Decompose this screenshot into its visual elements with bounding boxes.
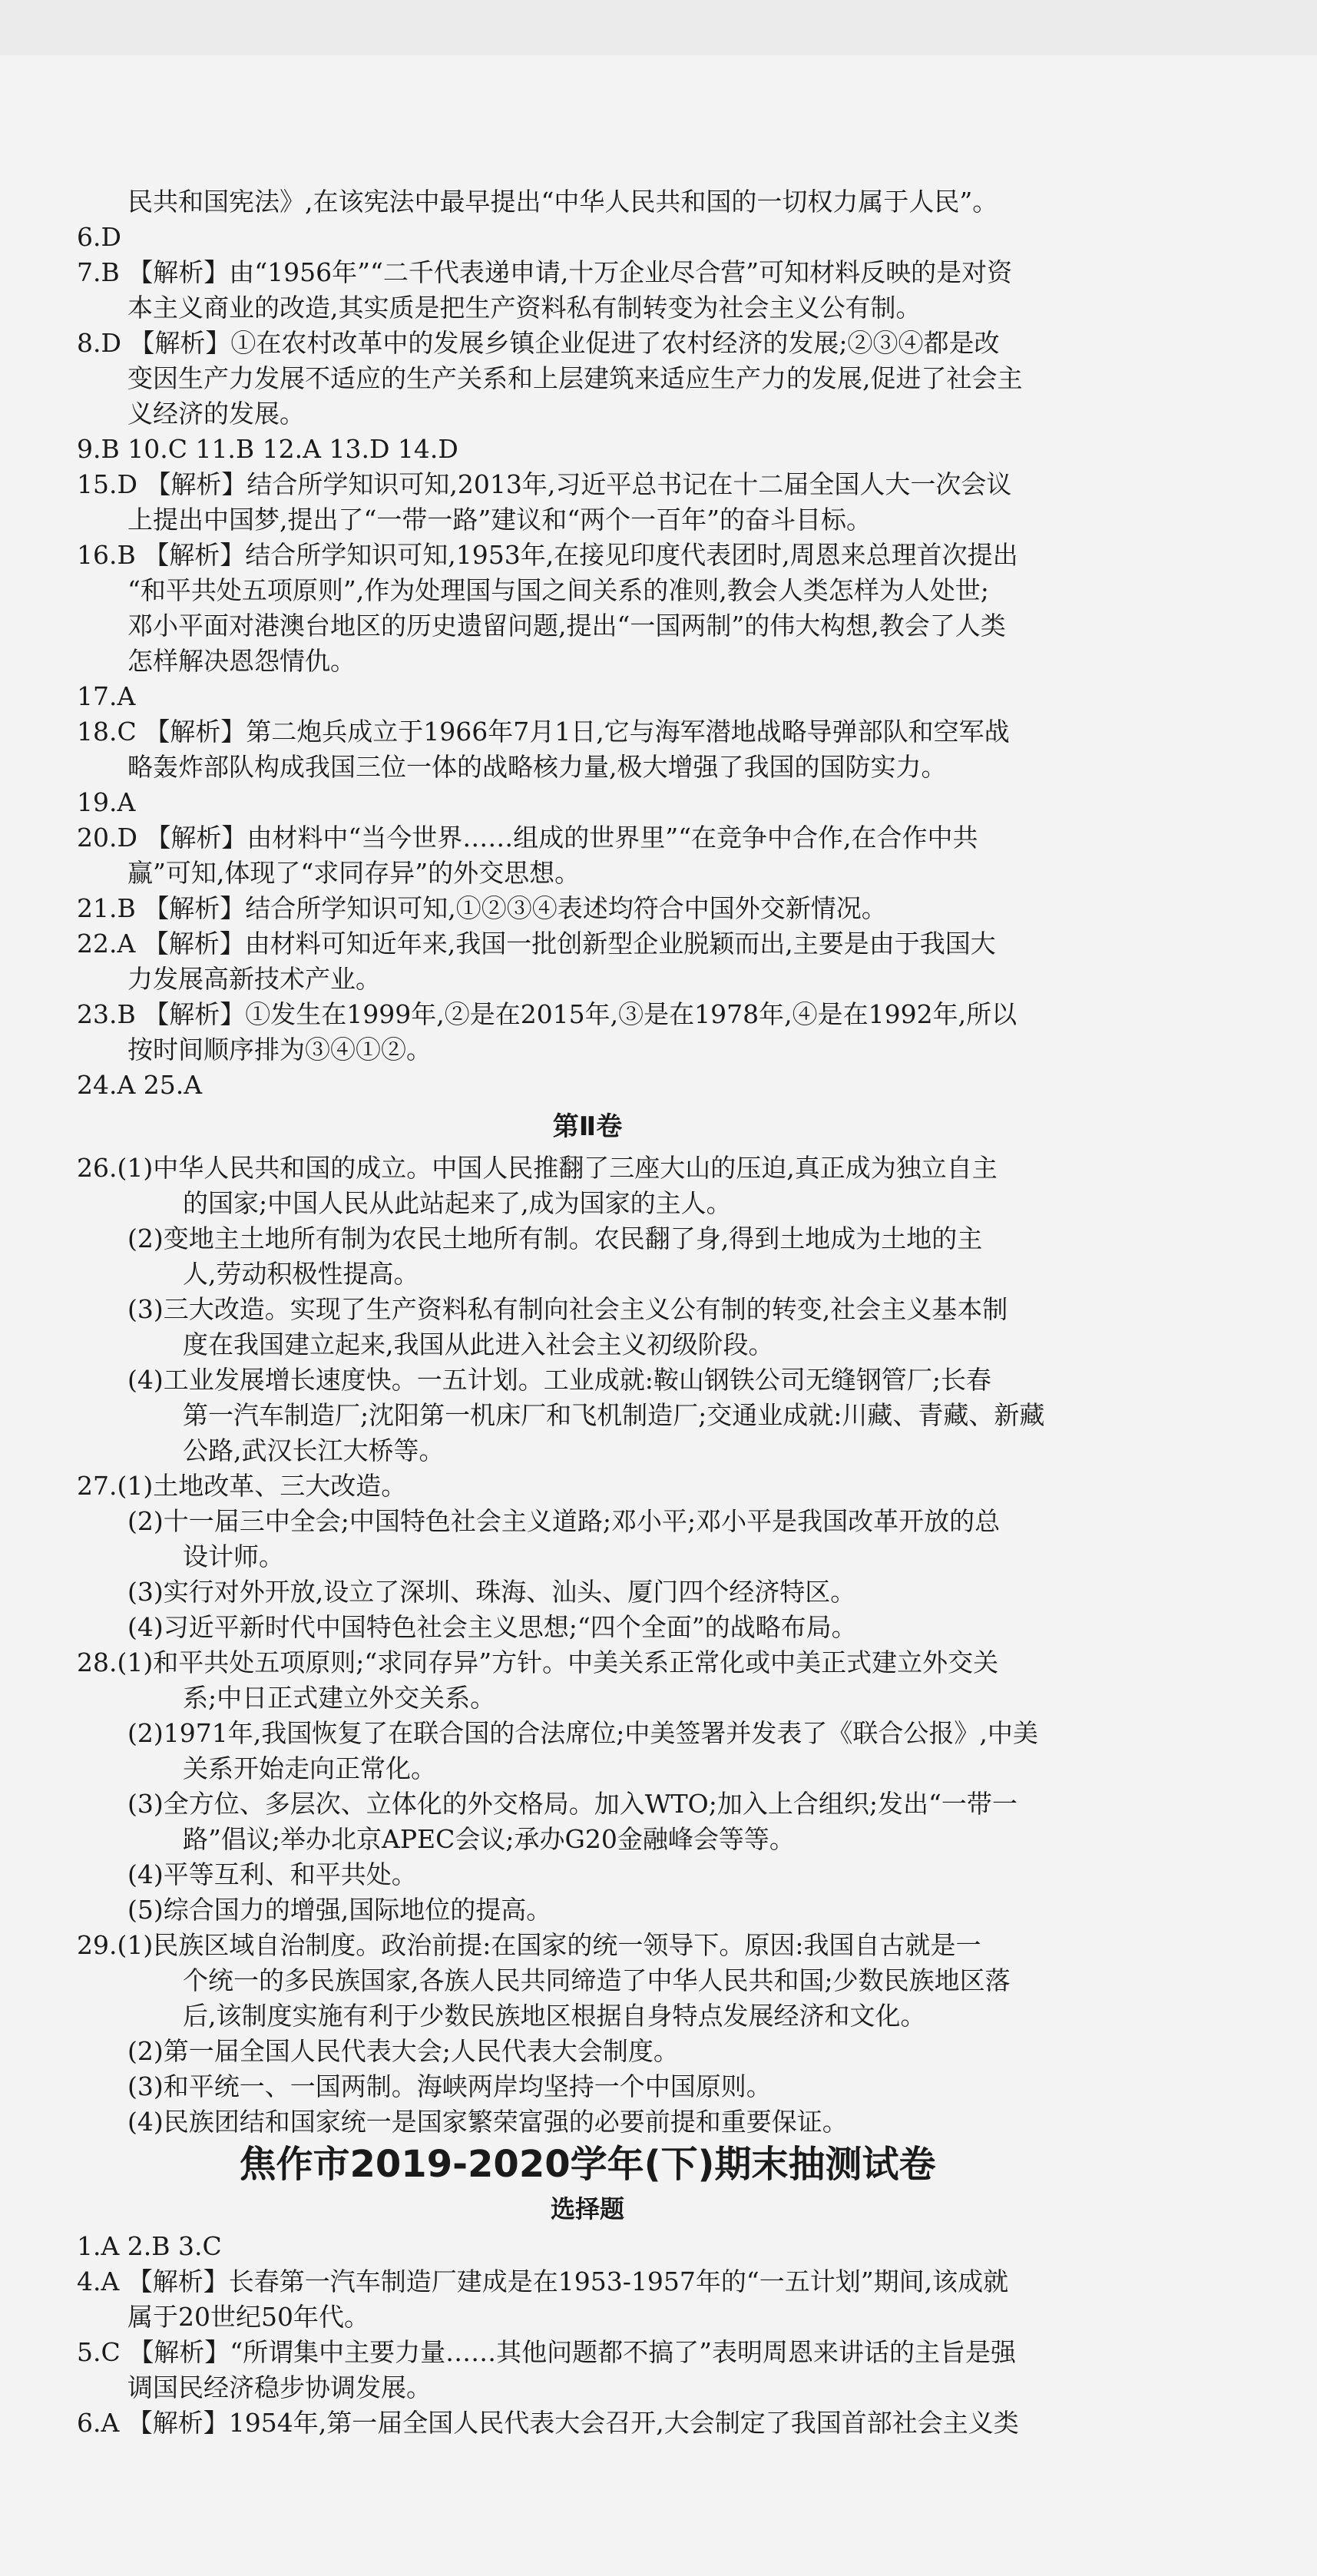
- text-line: 本主义商业的改造,其实质是把生产资料私有制转变为社会主义公有制。: [127, 293, 922, 323]
- text-line: 力发展高新技术产业。: [127, 964, 381, 994]
- text-line: 24.A 25.A: [77, 1070, 203, 1100]
- text-line: (3)三大改造。实现了生产资料私有制向社会主义公有制的转变,社会主义基本制: [127, 1294, 1008, 1324]
- text-line: 路”倡议;举办北京APEC会议;承办G20金融峰会等等。: [183, 1824, 795, 1854]
- text-line: (3)全方位、多层次、立体化的外交格局。加入WTO;加入上合组织;发出“一带一: [127, 1789, 1018, 1819]
- text-line: 调国民经济稳步协调发展。: [127, 2372, 432, 2402]
- text-line: 民共和国宪法》,在该宪法中最早提出“中华人民共和国的一切权力属于人民”。: [127, 187, 998, 217]
- top-scan-strip: [0, 0, 1317, 55]
- text-line: (4)民族团结和国家统一是国家繁荣富强的必要前提和重要保证。: [127, 2107, 848, 2137]
- text-line: (4)平等互利、和平共处。: [127, 1859, 417, 1889]
- text-line: 度在我国建立起来,我国从此进入社会主义初级阶段。: [183, 1329, 774, 1359]
- text-line: 怎样解决恩怨情仇。: [127, 646, 356, 676]
- text-line: 按时间顺序排为③④①②。: [127, 1035, 432, 1065]
- text-line: 邓小平面对港澳台地区的历史遗留问题,提出“一国两制”的伟大构想,教会了人类: [127, 611, 1006, 641]
- text-line: (2)第一届全国人民代表大会;人民代表大会制度。: [127, 2036, 679, 2066]
- text-line: 公路,武汉长江大桥等。: [183, 1435, 445, 1465]
- text-line: 15.D 【解析】结合所学知识可知,2013年,习近平总书记在十二届全国人大一次会议: [77, 469, 1012, 499]
- text-line: 第一汽车制造厂;沈阳第一机床厂和飞机制造厂;交通业成就:川藏、青藏、新藏: [183, 1400, 1045, 1430]
- text-line: 上提出中国梦,提出了“一带一路”建议和“两个一百年”的奋斗目标。: [127, 505, 872, 535]
- text-line: (3)实行对外开放,设立了深圳、珠海、汕头、厦门四个经济特区。: [127, 1577, 856, 1607]
- text-line: 后,该制度实施有利于少数民族地区根据自身特点发展经济和文化。: [183, 2001, 926, 2031]
- text-line: 18.C 【解析】第二炮兵成立于1966年7月1日,它与海军潜地战略导弹部队和空军战: [77, 717, 1010, 747]
- text-line: (2)变地主土地所有制为农民土地所有制。农民翻了身,得到土地成为土地的主: [127, 1223, 983, 1253]
- text-line: 20.D 【解析】由材料中“当今世界……组成的世界里”“在竞争中合作,在合作中共: [77, 823, 978, 853]
- exam-title: 焦作市2019-2020学年(下)期末抽测试卷: [239, 2143, 936, 2186]
- text-line: 21.B 【解析】结合所学知识可知,①②③④表述均符合中国外交新情况。: [77, 893, 887, 923]
- text-line: 属于20世纪50年代。: [127, 2302, 369, 2332]
- text-line: 的国家;中国人民从此站起来了,成为国家的主人。: [183, 1188, 732, 1218]
- text-line: 23.B 【解析】①发生在1999年,②是在2015年,③是在1978年,④是在1992年,所以: [77, 999, 1018, 1029]
- text-line: (4)习近平新时代中国特色社会主义思想;“四个全面”的战略布局。: [127, 1612, 857, 1642]
- text-line: “和平共处五项原则”,作为处理国与国之间关系的准则,教会人类怎样为人处世;: [127, 575, 989, 605]
- answer-text-body: [77, 184, 1098, 2441]
- section-subheading: 选择题: [550, 2194, 624, 2223]
- text-line: 系;中日正式建立外交关系。: [183, 1683, 496, 1713]
- text-line: 8.D 【解析】①在农村改革中的发展乡镇企业促进了农村经济的发展;②③④都是改: [77, 328, 1000, 358]
- text-line: 6.D: [77, 222, 121, 252]
- section-heading: 第Ⅱ卷: [552, 1111, 623, 1142]
- text-line: 人,劳动积极性提高。: [183, 1259, 419, 1289]
- text-line: 4.A 【解析】长春第一汽车制造厂建成是在1953-1957年的“一五计划”期间,该成就: [77, 2266, 1009, 2296]
- text-line: 1.A 2.B 3.C: [77, 2231, 222, 2261]
- text-line: 赢”可知,体现了“求同存异”的外交思想。: [127, 858, 581, 888]
- text-line: 5.C 【解析】“所谓集中主要力量……其他问题都不搞了”表明周恩来讲话的主旨是强: [77, 2337, 1016, 2367]
- text-line: (3)和平统一、一国两制。海峡两岸均坚持一个中国原则。: [127, 2071, 772, 2101]
- text-line: 7.B 【解析】由“1956年”“二千代表递申请,十万企业尽合营”可知材料反映的是对资: [77, 257, 1013, 287]
- text-line: 义经济的发展。: [127, 399, 305, 429]
- text-line: 28.(1)和平共处五项原则;“求同存异”方针。中美关系正常化或中美正式建立外交关: [77, 1647, 999, 1677]
- text-line: 关系开始走向正常化。: [183, 1753, 436, 1783]
- text-line: 变因生产力发展不适应的生产关系和上层建筑来适应生产力的发展,促进了社会主: [127, 363, 1023, 393]
- text-line: 9.B 10.C 11.B 12.A 13.D 14.D: [77, 434, 458, 464]
- text-line: 26.(1)中华人民共和国的成立。中国人民推翻了三座大山的压迫,真正成为独立自主: [77, 1153, 998, 1183]
- text-line: 设计师。: [183, 1541, 284, 1571]
- text-line: 略轰炸部队构成我国三位一体的战略核力量,极大增强了我国的国防实力。: [127, 752, 947, 782]
- text-line: 6.A 【解析】1954年,第一届全国人民代表大会召开,大会制定了我国首部社会主义类: [77, 2408, 1019, 2438]
- text-line: (2)十一届三中全会;中国特色社会主义道路;邓小平;邓小平是我国改革开放的总: [127, 1506, 1001, 1536]
- text-line: 17.A: [77, 681, 136, 711]
- text-line: 个统一的多民族国家,各族人民共同缔造了中华人民共和国;少数民族地区落: [183, 1965, 1011, 1995]
- text-line: 27.(1)土地改革、三大改造。: [77, 1471, 407, 1501]
- text-line: (5)综合国力的增强,国际地位的提高。: [127, 1895, 552, 1925]
- text-line: 22.A 【解析】由材料可知近年来,我国一批创新型企业脱颖而出,主要是由于我国大: [77, 929, 996, 959]
- text-line: 29.(1)民族区域自治制度。政治前提:在国家的统一领导下。原因:我国自古就是一: [77, 1930, 981, 1960]
- text-line: (2)1971年,我国恢复了在联合国的合法席位;中美签署并发表了《联合公报》,中美: [127, 1718, 1038, 1748]
- text-line: (4)工业发展增长速度快。一五计划。工业成就:鞍山钢铁公司无缝钢管厂;长春: [127, 1365, 991, 1395]
- text-line: 19.A: [77, 787, 136, 817]
- text-line: 16.B 【解析】结合所学知识可知,1953年,在接见印度代表团时,周恩来总理首次提出: [77, 540, 1018, 570]
